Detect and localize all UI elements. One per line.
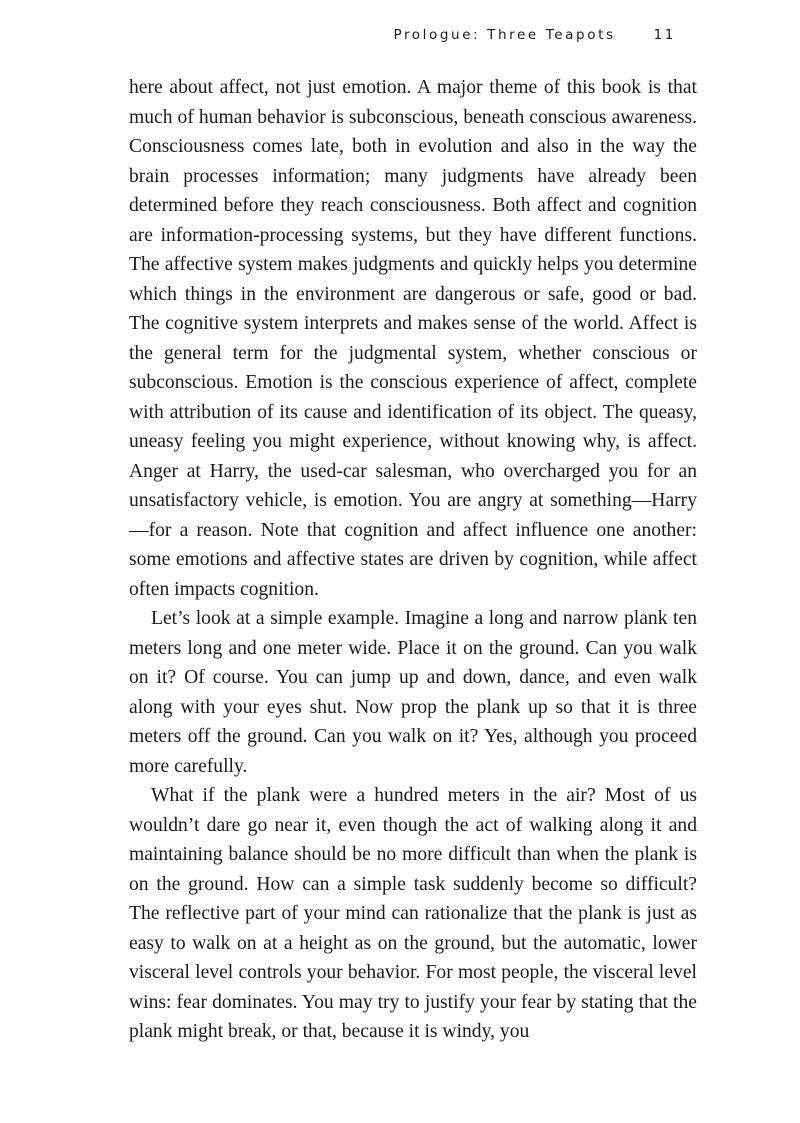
paragraph-continued: here about affect, not just emotion. A major theme of this book is that much of human behavior is subconscious, beneath conscious awareness. Consciousness comes late, both in evolution and also in the way the brain processes information; many judgments have already been determined before they reach consciousness. Both affect and cognition are information-processing systems, but they have different functions. The affective system makes judgments and quickly helps you determine which things in the environment are dangerous or safe, good or bad. The cognitive system interprets and makes sense of the world. Affect is the general term for the judgmental system, whether conscious or subconscious. Emotion is the conscious experience of affect, complete with attribution of its cause and identification of its object. The queasy, uneasy feeling you might experience, without knowing why, is affect. Anger at Harry, the used-car salesman, who overcharged you for an unsatisfactory vehicle, is emotion. You are angry at something—Harry—for a reason. Note that cognition and affect influence one another: some emotions and affective states are driven by cognition, while affect often impacts cognition. [129, 77, 697, 600]
paragraph-plank-example: Let’s look at a simple example. Imagine a long and narrow plank ten meters long and one meter wide. Place it on the ground. Can you walk on it? Of course. You can jump up and down, dance, and even walk along with your eyes shut. Now prop the plank up so that it is three meters off the ground. Can you walk on it? Yes, although you proceed more carefully. [129, 608, 697, 777]
chapter-title: Prologue: Three Teapots [393, 27, 616, 43]
paragraph-plank-height: What if the plank were a hundred meters in the air? Most of us wouldn’t dare go near it, even though the act of walking along it and maintaining balance should be no more difficult than when the plank is on the ground. How can a simple task suddenly become so difficult? The reflective part of your mind can rationalize that the plank is just as easy to walk on at a height as on the ground, but the automatic, lower visceral level controls your behavior. For most people, the visceral level wins: fear dominates. You may try to justify your fear by stating that the plank might break, or that, because it is windy, you [129, 785, 697, 1042]
body-text [129, 73, 697, 1047]
running-head [393, 27, 676, 43]
page-number: 11 [653, 27, 676, 43]
